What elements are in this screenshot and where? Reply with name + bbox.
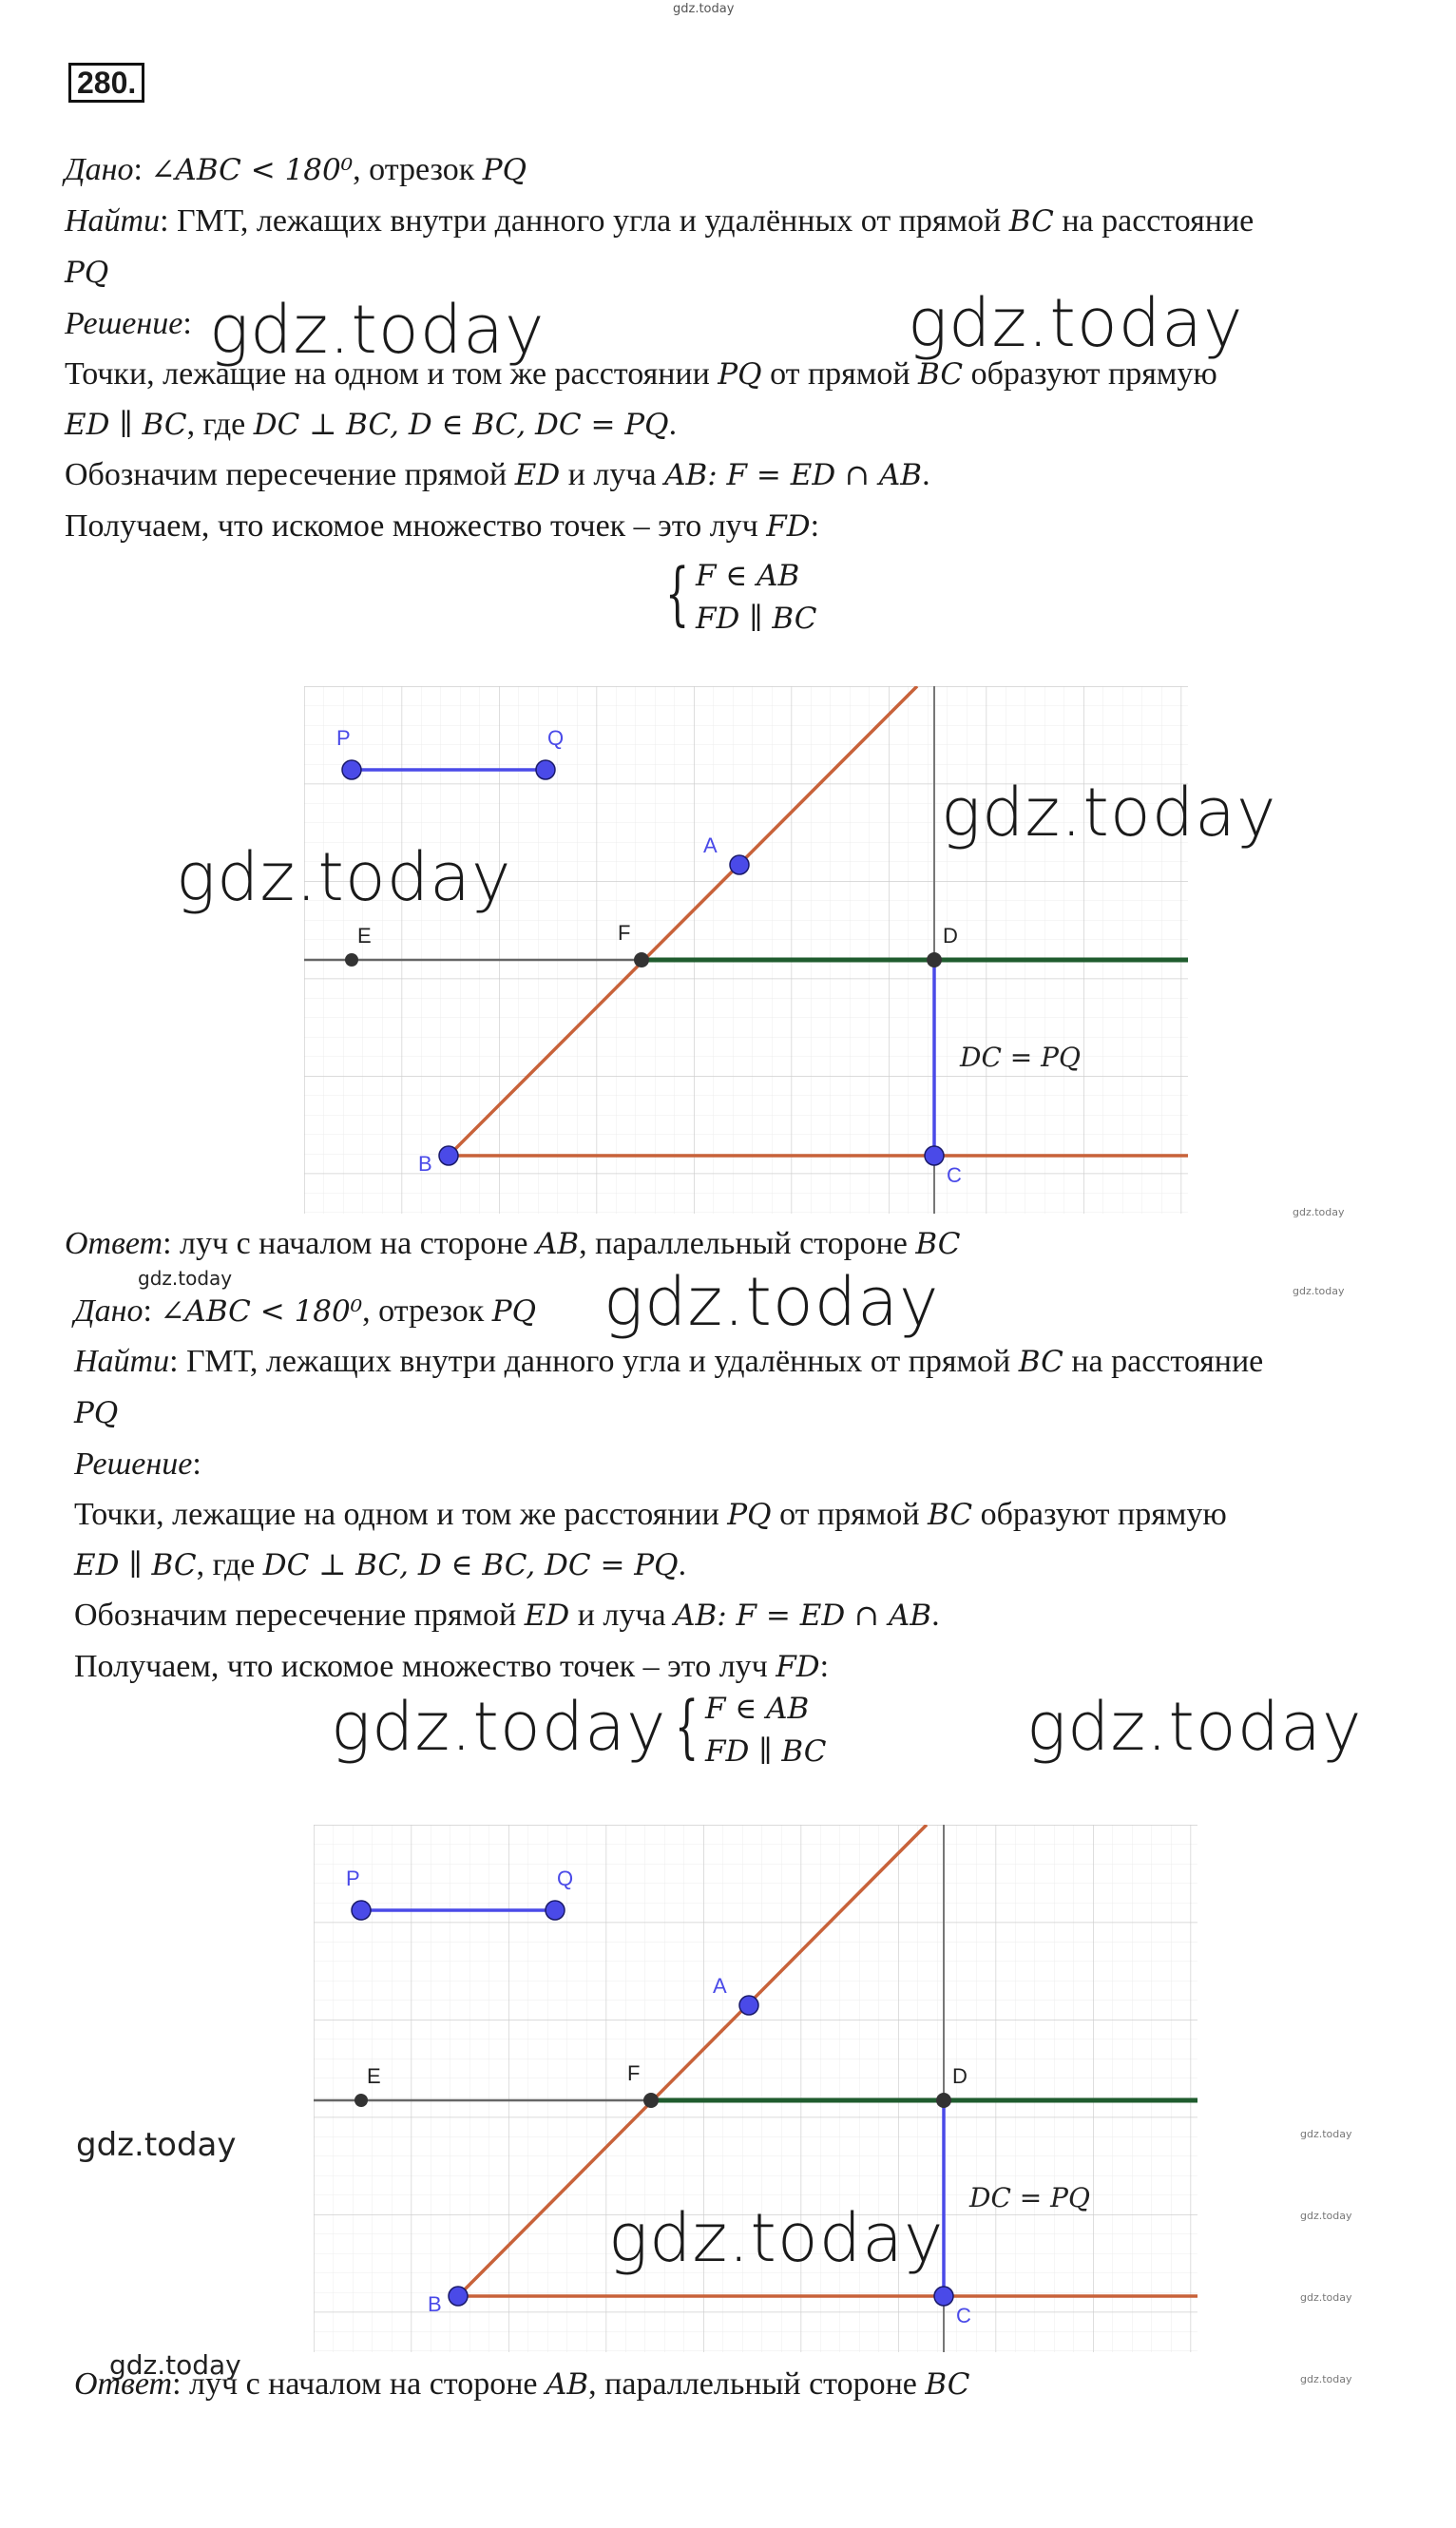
watermark: gdz.today [1026, 1688, 1363, 1766]
solution-label: Решение: [65, 306, 192, 341]
label-b: B [418, 1152, 432, 1176]
label-a: A [703, 833, 718, 857]
watermark-tiny: gdz.today [1293, 1285, 1345, 1297]
label-dc-eq-pq: DC = PQ [960, 1042, 1081, 1073]
solution-label-2: Решение: [74, 1446, 201, 1482]
watermark: gdz.today [331, 1688, 667, 1766]
watermark: gdz.today [176, 838, 512, 916]
watermark-mid: gdz.today [76, 2126, 237, 2164]
geometry-figure-1 [304, 686, 1188, 1218]
solution-line-4: Получаем, что искомое множество точек – это луч FD: [65, 508, 820, 544]
watermark: gdz.today [603, 1263, 940, 1341]
watermark-tiny: gdz.today [1300, 2291, 1352, 2304]
watermark-tiny: gdz.today [1300, 2128, 1352, 2140]
label-f: F [618, 921, 631, 945]
watermark: gdz.today [209, 291, 546, 369]
label-d: D [952, 2064, 967, 2088]
find-line-cont: PQ [65, 256, 109, 290]
find-line-cont-2: PQ [74, 1396, 119, 1430]
find-line: Найти: ГМТ, лежащих внутри данного угла и удалённых от прямой BC на расстояние [65, 203, 1255, 239]
solution-line-3: Обозначим пересечение прямой ED и луча AB: F = ED ∩ AB. [65, 457, 930, 492]
label-dc-eq-pq: DC = PQ [969, 2182, 1090, 2213]
label-e: E [357, 924, 372, 948]
solution-line-1: Точки, лежащие на одном и том же расстоянии PQ от прямой BC образуют прямую [65, 356, 1217, 392]
label-c: C [956, 2304, 971, 2327]
watermark-mid: gdz.today [109, 2349, 241, 2381]
system-conditions-2: F ∈ AB FD ∥ BC [705, 1692, 827, 1769]
given-line: Дано: ∠ABC < 180⁰, отрезок PQ [65, 152, 527, 187]
answer-line-1: Ответ: луч с началом на стороне AB, параллельный стороне BC [65, 1226, 961, 1261]
label-q: Q [557, 1867, 574, 1890]
watermark-tiny: gdz.today [1300, 2210, 1352, 2222]
solution-line-3-b: Обозначим пересечение прямой ED и луча AB: F = ED ∩ AB. [74, 1598, 940, 1633]
solution-line-4-b: Получаем, что искомое множество точек – это луч FD: [74, 1649, 830, 1684]
watermark: gdz.today [908, 284, 1244, 362]
geometry-figure-2 [314, 1825, 1197, 2357]
label-p: P [346, 1867, 360, 1890]
solution-line-1-b: Точки, лежащие на одном и том же расстоянии PQ от прямой BC образуют прямую [74, 1497, 1227, 1532]
label-q: Q [547, 726, 565, 750]
system-brace: { [665, 553, 690, 633]
solution-line-2-b: ED ∥ BC, где DC ⊥ BC, D ∈ BC, DC = PQ. [74, 1547, 687, 1582]
problem-number: 280. [68, 63, 144, 103]
label-p: P [336, 726, 351, 750]
solution-line-2: ED ∥ BC, где DC ⊥ BC, D ∈ BC, DC = PQ. [65, 407, 678, 442]
label-f: F [627, 2061, 641, 2085]
watermark-tiny: gdz.today [1293, 1206, 1345, 1218]
label-b: B [428, 2292, 442, 2316]
label-e: E [367, 2064, 381, 2088]
label-a: A [713, 1974, 727, 1998]
find-line-2: Найти: ГМТ, лежащих внутри данного угла и удалённых от прямой BC на расстояние [74, 1344, 1264, 1379]
watermark: gdz.today [941, 774, 1277, 852]
given-line-2: Дано: ∠ABC < 180⁰, отрезок PQ [74, 1293, 537, 1329]
site-header: gdz.today [673, 2, 735, 16]
watermark-small: gdz.today [138, 1267, 233, 1290]
label-d: D [943, 924, 958, 948]
watermark-tiny: gdz.today [1300, 2373, 1352, 2385]
watermark: gdz.today [608, 2199, 945, 2277]
system-brace-2: { [675, 1686, 699, 1766]
answer-line-2: Ответ: луч с началом на стороне AB, параллельный стороне BC [74, 2366, 970, 2402]
label-c: C [947, 1163, 962, 1187]
system-conditions: F ∈ AB FD ∥ BC [696, 559, 817, 636]
